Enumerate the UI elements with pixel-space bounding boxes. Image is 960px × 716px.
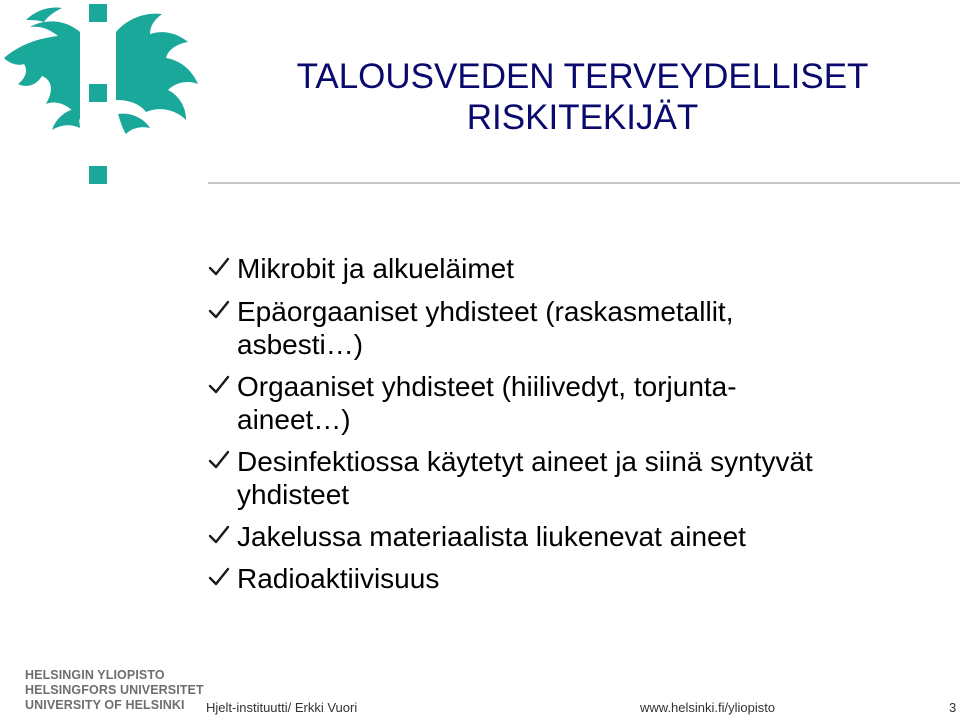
checkmark-icon: [207, 523, 231, 547]
bullet-item: [205, 562, 945, 595]
title-divider: [208, 182, 960, 184]
bullet-text-line-2: yhdisteet: [237, 479, 350, 510]
checkmark-icon: [207, 255, 231, 279]
slide-title: [230, 56, 935, 138]
wordmark-line-fi: HELSINGIN YLIOPISTO: [25, 668, 165, 682]
footer-university-wordmark: [25, 668, 204, 713]
title-line-1: TALOUSVEDEN TERVEYDELLISET: [296, 57, 869, 96]
footer-url: www.helsinki.fi/yliopisto: [640, 700, 776, 715]
checkmark-icon: [207, 298, 231, 322]
wordmark-line-sv: HELSINGFORS UNIVERSITET: [25, 683, 204, 697]
bullet-item: [205, 520, 945, 553]
bullet-item: [205, 252, 945, 285]
footer-author: Hjelt-instituutti/ Erkki Vuori: [206, 700, 358, 715]
checkmark-icon: [207, 565, 231, 589]
bullet-list: [205, 252, 945, 604]
bullet-item: [205, 295, 945, 361]
bullet-item: [205, 445, 945, 511]
bullet-text-line-1: Mikrobit ja alkueläimet: [237, 253, 514, 284]
bullet-text-line-1: Epäorgaaniset yhdisteet (raskasmetallit,: [237, 296, 734, 327]
wordmark-line-en: UNIVERSITY OF HELSINKI: [25, 698, 185, 712]
bullet-text-line-2: asbesti…): [237, 329, 364, 360]
page-number: 3: [949, 700, 957, 715]
title-line-2: RISKITEKIJÄT: [466, 98, 699, 137]
bullet-text-line-1: Desinfektiossa käytetyt aineet ja siinä syntyvät: [237, 446, 813, 477]
bullet-text-line-1: Orgaaniset yhdisteet (hiilivedyt, torjunta-: [237, 371, 737, 402]
university-logo-icon: [0, 0, 215, 195]
checkmark-icon: [207, 448, 231, 472]
bullet-text-line-2: aineet…): [237, 404, 351, 435]
bullet-item: [205, 370, 945, 436]
checkmark-icon: [207, 373, 231, 397]
bullet-text-line-1: Jakelussa materiaalista liukenevat aineet: [237, 521, 746, 552]
bullet-text-line-1: Radioaktiivisuus: [237, 563, 440, 594]
